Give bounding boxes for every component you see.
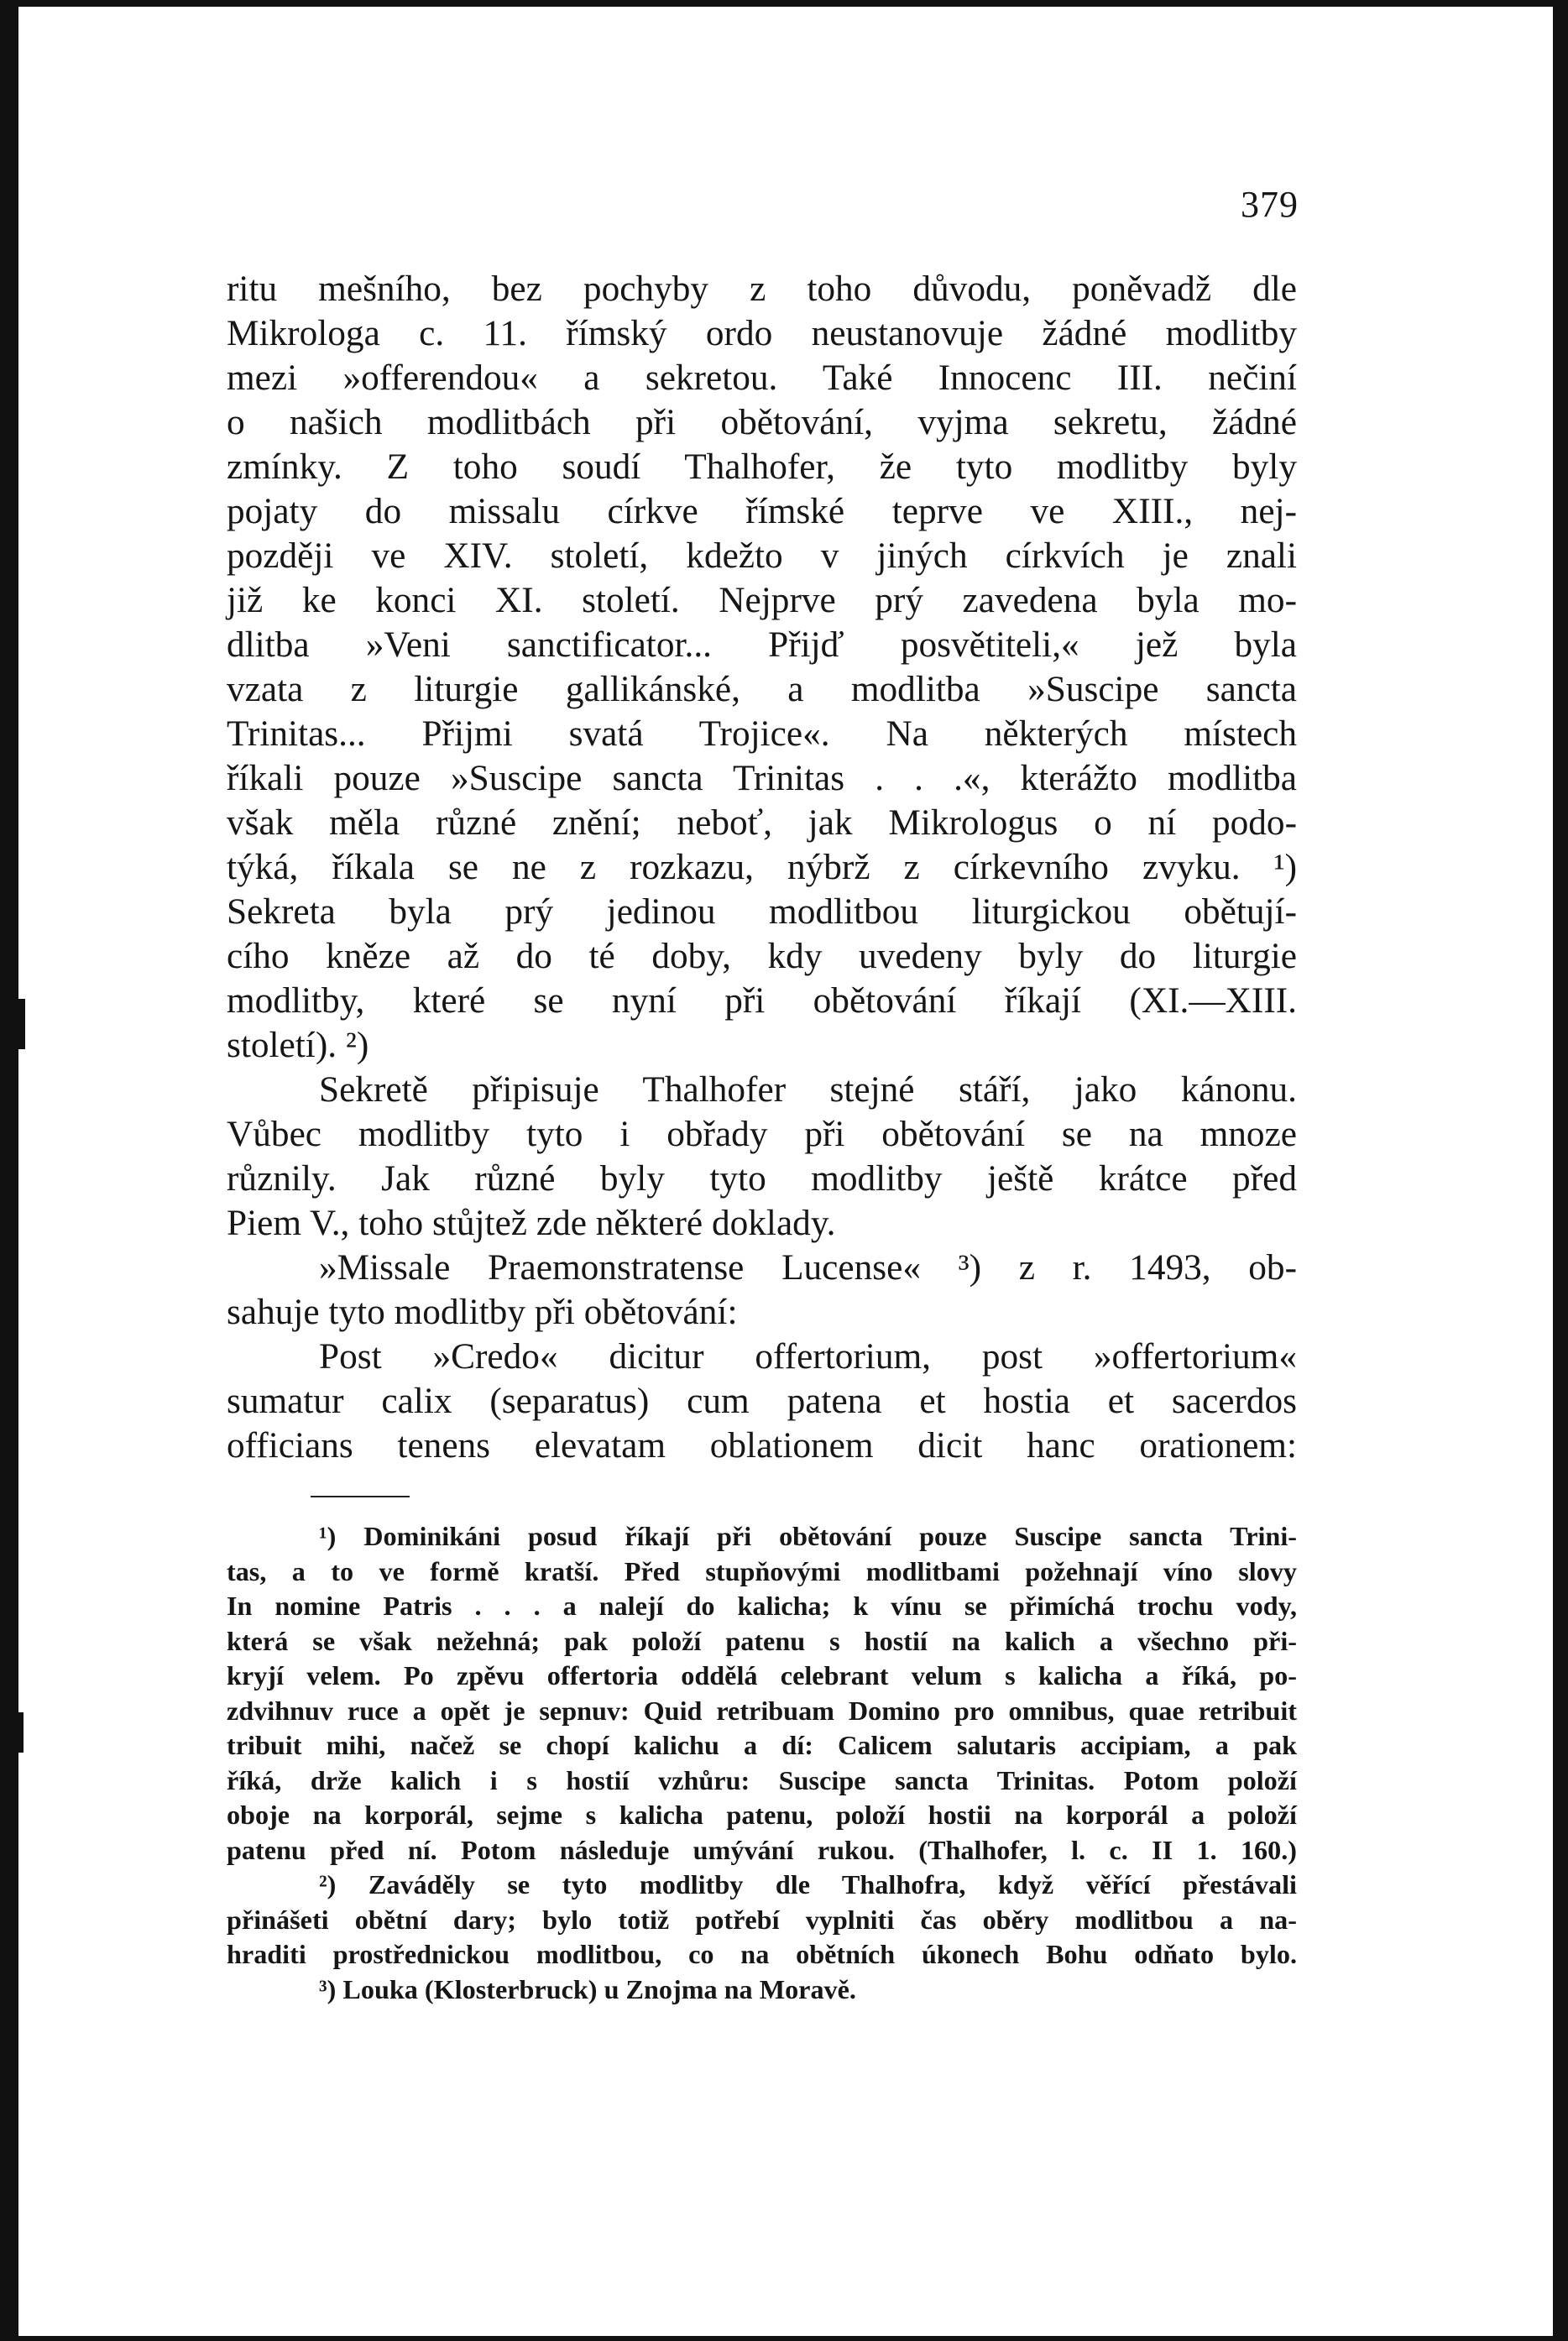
body-line: officians tenens elevatam oblationem dicit hanc orationem:	[227, 1425, 1297, 1466]
body-line: pojaty do missalu církve římské teprve ve XIII., nej-	[227, 491, 1297, 531]
body-text	[227, 267, 1297, 1468]
footnote-line: říká, drže kalich i s hostií vzhůru: Suscipe sancta Trinitas. Potom položí	[227, 1764, 1297, 1795]
body-line: Mikrologa c. 11. římský ordo neustanovuje žádné modlitby	[227, 313, 1297, 353]
body-line: Vůbec modlitby tyto i obřady při obětování se na mnoze	[227, 1114, 1297, 1154]
body-line: různily. Jak různé byly tyto modlitby ještě krátce před	[227, 1158, 1297, 1199]
footnote-line: ³) Louka (Klosterbruck) u Znojma na Moravě.	[319, 1973, 856, 2004]
footnote-line: In nomine Patris . . . a nalejí do kalicha; k vínu se přimíchá trochu vody,	[227, 1591, 1297, 1621]
body-line: již ke konci XI. století. Nejprve prý zavedena byla mo-	[227, 580, 1297, 620]
body-line: ritu mešního, bez pochyby z toho důvodu, poněvadž dle	[227, 269, 1297, 309]
body-line: říkali pouze »Suscipe sancta Trinitas . . .«, kterážto modlitba	[227, 758, 1297, 798]
body-line: Sekretě připisuje Thalhofer stejné stáří, jako kánonu.	[319, 1069, 1297, 1110]
footnote-line: tribuit mihi, načež se chopí kalichu a dí: Calicem salutaris accipiam, a pak	[227, 1730, 1297, 1760]
scan-mark-left-lower	[18, 1712, 24, 1753]
body-line: modlitby, které se nyní při obětování říkají (XI.—XIII.	[227, 980, 1297, 1021]
footnote-line: zdvihnuv ruce a opět je sepnuv: Quid retribuam Domino pro omnibus, quae retribuit	[227, 1695, 1297, 1726]
body-line: zmínky. Z toho soudí Thalhofer, že tyto modlitby byly	[227, 447, 1297, 487]
footnotes	[227, 1519, 1297, 2007]
footnote-line: patenu před ní. Potom následuje umývání rukou. (Thalhofer, l. c. II 1. 160.)	[227, 1834, 1297, 1865]
body-line: o našich modlitbách při obětování, vyjma sekretu, žádné	[227, 402, 1297, 442]
body-line: Sekreta byla prý jedinou modlitbou liturgickou obětují-	[227, 891, 1297, 932]
body-line: však měla různé znění; neboť, jak Mikrologus o ní podo-	[227, 802, 1297, 843]
body-line: týká, říkala se ne z rozkazu, nýbrž z církevního zvyku. ¹)	[227, 847, 1297, 887]
body-line: sahuje tyto modlitby při obětování:	[227, 1292, 738, 1332]
body-line: vzata z liturgie gallikánské, a modlitba »Suscipe sancta	[227, 669, 1297, 709]
body-line: dlitba »Veni sanctificator... Přijď posvětiteli,« jež byla	[227, 624, 1297, 665]
body-line: »Missale Praemonstratense Lucense« ³) z r. 1493, ob-	[319, 1247, 1297, 1288]
page-number: 379	[1241, 184, 1299, 225]
footnote-line: přinášeti obětní dary; bylo totiž potřebí vyplniti čas oběry modlitbou a na-	[227, 1904, 1297, 1935]
body-line: později ve XIV. století, kdežto v jiných církvích je znali	[227, 536, 1297, 576]
body-line: Piem V., toho stůjtež zde některé doklady.	[227, 1203, 836, 1243]
body-line: sumatur calix (separatus) cum patena et hostia et sacerdos	[227, 1381, 1297, 1421]
footnote-line: oboje na korporál, sejme s kalicha patenu, položí hostii na korporál a položí	[227, 1800, 1297, 1830]
footnote-line: tas, a to ve formě kratší. Před stupňovými modlitbami požehnají víno slovy	[227, 1555, 1297, 1586]
footnote-line: kryjí velem. Po zpěvu offertoria oddělá celebrant velum s kalicha a říká, po-	[227, 1660, 1297, 1690]
scan-mark-left	[18, 999, 25, 1049]
body-line: Post »Credo« dicitur offertorium, post »offertorium«	[319, 1336, 1297, 1377]
body-line: století). ²)	[227, 1025, 369, 1065]
body-line: cího kněze až do té doby, kdy uvedeny byly do liturgie	[227, 936, 1297, 976]
footnote-line: ¹) Dominikáni posud říkají při obětování pouze Suscipe sancta Trini-	[319, 1521, 1297, 1551]
body-line: mezi »offerendou« a sekretou. Také Innocenc III. nečiní	[227, 358, 1297, 398]
body-line: Trinitas... Přijmi svatá Trojice«. Na některých místech	[227, 713, 1297, 754]
footnote-rule	[311, 1496, 410, 1497]
footnote-line: která se však nežehná; pak položí patenu s hostií na kalich a všechno při-	[227, 1625, 1297, 1656]
footnote-line: ²) Zaváděly se tyto modlitby dle Thalhofra, když věřící přestávali	[319, 1869, 1297, 1899]
footnote-line: hraditi prostřednickou modlitbou, co na obětních úkonech Bohu odňato bylo.	[227, 1939, 1297, 1969]
